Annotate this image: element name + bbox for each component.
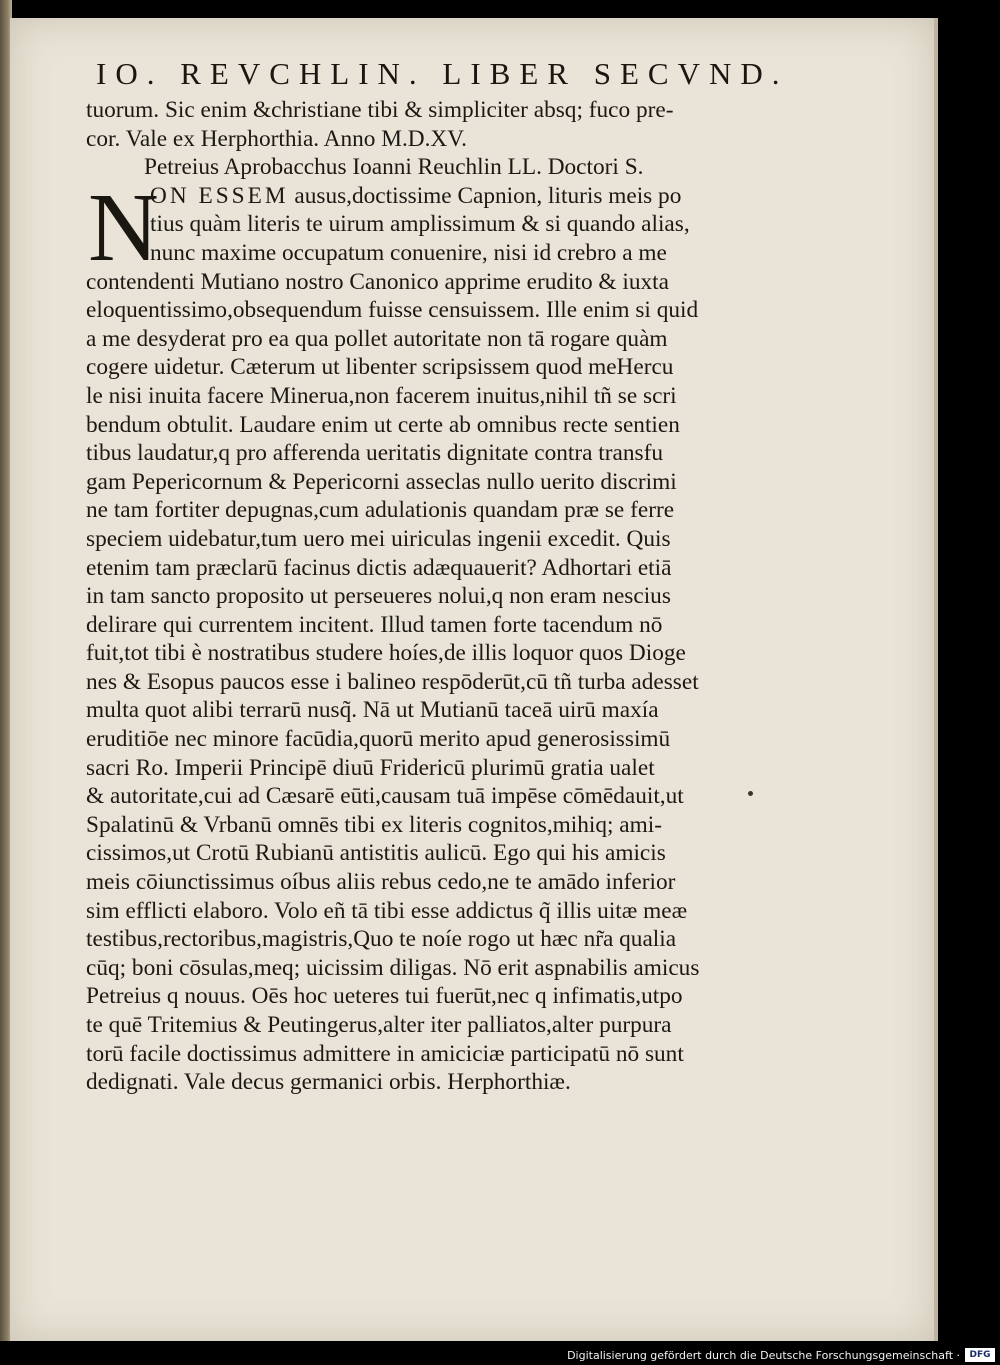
text-line: cissimos,ut Crotū Rubianū antistitis aulicū. Ego qui his amicis: [86, 840, 666, 867]
drop-cap-letter: N: [88, 173, 159, 282]
text-line: cogere uidetur. Cæterum ut libenter scripsissem quod meHercu: [86, 354, 674, 381]
text-line: meis cōiunctissimus oíbus aliis rebus cedo,ne te amādo inferior: [86, 869, 676, 896]
text-line: bendum obtulit. Laudare enim ut certe ab omnibus recte sentien: [86, 411, 680, 438]
dfg-logo: DFG: [965, 1348, 995, 1362]
text-line: in tam sancto proposito ut perseueres nolui,q non eram nescius: [86, 583, 671, 610]
text-line: nunc maxime occupatum conuenire, nisi id crebro a me: [150, 239, 667, 266]
text-line: cūq; boni cōsulas,meq; uicissim diligas. Nō erit aspnabilis amicus: [86, 954, 700, 981]
text-line: sim efflicti elaboro. Volo eñ tā tibi esse addictus q̃ illis uitæ meæ: [86, 897, 688, 924]
body-text: [86, 268, 726, 1097]
text-line: sacri Ro. Imperii Principē diuū Fridericū plurimū gratia ualet: [86, 754, 655, 781]
text-line: tibus laudatur,q pro afferenda ueritatis dignitate contra transfu: [86, 440, 663, 467]
text-line: etenim tam præclarū facinus dictis adæquauerit? Adhortari etiā: [86, 554, 672, 581]
text-line: tius quàm literis te uirum amplissimum & si quando alias,: [150, 211, 690, 238]
text-line: nes & Esopus paucos esse i balineo respōderūt,cū tñ turba adesset: [86, 668, 699, 695]
text-line: Spalatinū & Vrbanū omnēs tibi ex literis cognitos,mihiq; ami-: [86, 811, 662, 838]
text-line: eruditiōe nec minore facūdia,quorū merito apud generosissimū: [86, 726, 671, 753]
text-line: dedignati. Vale decus germanici orbis. Herphorthiæ.: [86, 1069, 571, 1096]
text-line-rest: ausus,doctissime Capnion, lituris meis po: [288, 182, 682, 209]
text-line: Petreius q nouus. Oēs hoc ueteres tui fuerūt,nec q infimatis,utpo: [86, 983, 683, 1010]
page-right-edge: [934, 18, 938, 1341]
letter-heading: Petreius Aprobacchus Ioanni Reuchlin LL. Doctori S.: [144, 154, 644, 181]
ink-speck: [748, 791, 753, 796]
text-line: gam Pepericornum & Pepericorni asseclas nullo uerito discrimi: [86, 468, 677, 495]
text-line: speciem uidebatur,tum uero mei uiriculas ingenii excedit. Quis: [86, 525, 671, 552]
text-line: [86, 182, 726, 211]
text-line: contendenti Mutiano nostro Canonico apprime erudito & iuxta: [86, 268, 669, 295]
text-line: le nisi inuita facere Minerua,non facerem inuitus,nihil tñ se scri: [86, 382, 677, 409]
small-caps-opening: ON ESSEM: [150, 182, 289, 209]
text-line: cor. Vale ex Herphorthia. Anno M.D.XV.: [86, 125, 467, 152]
text-line: a me desyderat pro ea qua pollet autoritate non tā rogare quàm: [86, 325, 668, 352]
text-line: torū facile doctissimus admittere in amiciciæ participatū nō sunt: [86, 1040, 684, 1067]
text-line: fuit,tot tibi è nostratibus studere hoíes,de illis loquor quos Dioge: [86, 640, 686, 667]
text-line: delirare qui currentem incitent. Illud tamen forte tacendum nō: [86, 611, 663, 638]
running-head: IO. REVCHLIN. LIBER SECVND.: [96, 56, 789, 91]
text-line: tuorum. Sic enim &christiane tibi & simpliciter absq; fuco pre-: [86, 97, 674, 123]
page-text: [86, 96, 726, 1097]
text-line: ne tam fortiter depugnas,cum adulationis quandam præ se ferre: [86, 497, 675, 524]
text-line: & autoritate,cui ad Cæsarē eūti,causam tuā impēse cōmēdauit,ut: [86, 783, 684, 810]
text-line: te quē Tritemius & Peutingerus,alter iter palliatos,alter purpura: [86, 1012, 672, 1038]
digitization-credit: Digitalisierung gefördert durch die Deutsche Forschungsgemeinschaft ·: [567, 1349, 960, 1362]
text-line: testibus,rectoribus,magistris,Quo te noíe rogo ut hæc nr̃a qualia: [86, 926, 677, 953]
text-line: eloquentissimo,obsequendum fuisse censuissem. Ille enim si quid: [86, 297, 699, 324]
text-line: multa quot alibi terrarū nusq̃. Nā ut Mutianū taceā uirū maxía: [86, 697, 659, 724]
